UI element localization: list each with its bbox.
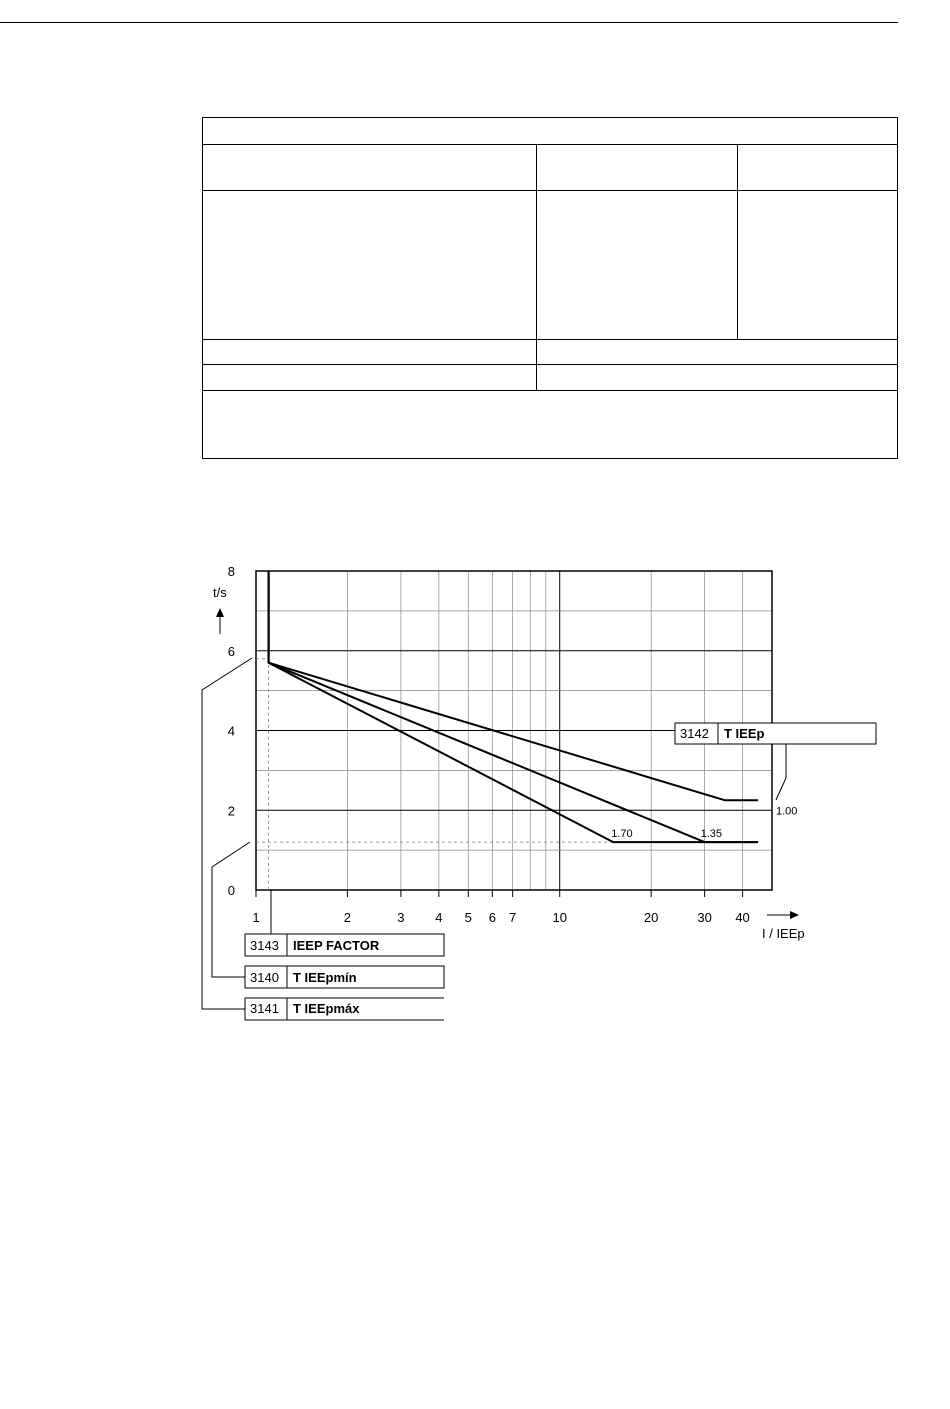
series-line-1-35 xyxy=(269,571,758,842)
x-axis-arrow-icon xyxy=(767,911,799,919)
y-tick-label: 2 xyxy=(227,803,235,819)
table-cell xyxy=(203,191,537,340)
series-label-1-35: 1.35 xyxy=(700,828,723,841)
callout-label: T IEEpmáx xyxy=(293,1001,360,1016)
header-rule xyxy=(0,22,898,23)
x-tick-label: 10 xyxy=(552,910,567,925)
y-axis-label: t/s xyxy=(213,585,227,600)
x-tick-label: 20 xyxy=(643,910,659,925)
table-row xyxy=(203,191,898,340)
callout-label: IEEP FACTOR xyxy=(293,938,380,953)
table-cell xyxy=(738,191,898,340)
table-cell xyxy=(203,340,537,365)
table-cell xyxy=(738,145,898,191)
callout-code: 3140 xyxy=(250,970,279,985)
table-cell xyxy=(537,191,738,340)
table-row xyxy=(203,365,898,391)
table-cell xyxy=(537,340,898,365)
y-tick-label: 0 xyxy=(227,883,235,898)
table-cell xyxy=(203,145,537,191)
callout-t-ieepmin xyxy=(212,842,444,988)
table-cell xyxy=(203,118,898,145)
x-tick-label: 5 xyxy=(464,910,472,925)
table-cell xyxy=(537,145,738,191)
table-cell xyxy=(203,365,537,391)
y-axis-arrow-icon xyxy=(216,608,224,634)
callout-code: 3143 xyxy=(250,938,279,953)
table-cell xyxy=(537,365,898,391)
series-line-1-70 xyxy=(269,571,758,842)
series-label-1-70: 1.70 xyxy=(611,828,633,841)
table-row xyxy=(203,145,898,191)
y-tick-label: 8 xyxy=(227,564,235,579)
x-tick-label: 6 xyxy=(488,910,496,925)
parameter-table xyxy=(202,117,898,459)
x-tick-label: 2 xyxy=(343,910,352,925)
x-tick-label: 40 xyxy=(735,910,750,925)
callout-code: 3142 xyxy=(680,726,709,741)
x-tick-label: 4 xyxy=(435,910,443,925)
y-tick-label: 6 xyxy=(227,643,235,659)
x-tick-label: 3 xyxy=(397,910,405,925)
x-tick-label: 1 xyxy=(252,910,260,925)
callout-label: T IEEpmín xyxy=(293,970,357,985)
tripping-time-chart xyxy=(0,540,950,1040)
y-tick-label: 4 xyxy=(227,723,235,739)
callout-code: 3141 xyxy=(250,1001,279,1016)
series-line-1-00 xyxy=(269,571,758,800)
series-group xyxy=(269,571,758,842)
callout-label: T IEEp xyxy=(724,726,765,741)
callout-leader xyxy=(776,744,786,800)
table-row xyxy=(203,340,898,365)
x-tick-label: 7 xyxy=(509,910,517,925)
x-tick-labels xyxy=(252,890,749,925)
table-row xyxy=(203,118,898,145)
x-tick-label: 30 xyxy=(697,910,712,925)
callout-t-ieep xyxy=(675,723,876,800)
table-cell xyxy=(203,391,898,459)
y-tick-labels xyxy=(228,564,235,898)
callout-leader xyxy=(212,842,250,977)
series-label-1-00: 1.00 xyxy=(776,805,798,818)
x-axis-label: I / IEEp xyxy=(762,926,805,941)
table-row xyxy=(203,391,898,459)
